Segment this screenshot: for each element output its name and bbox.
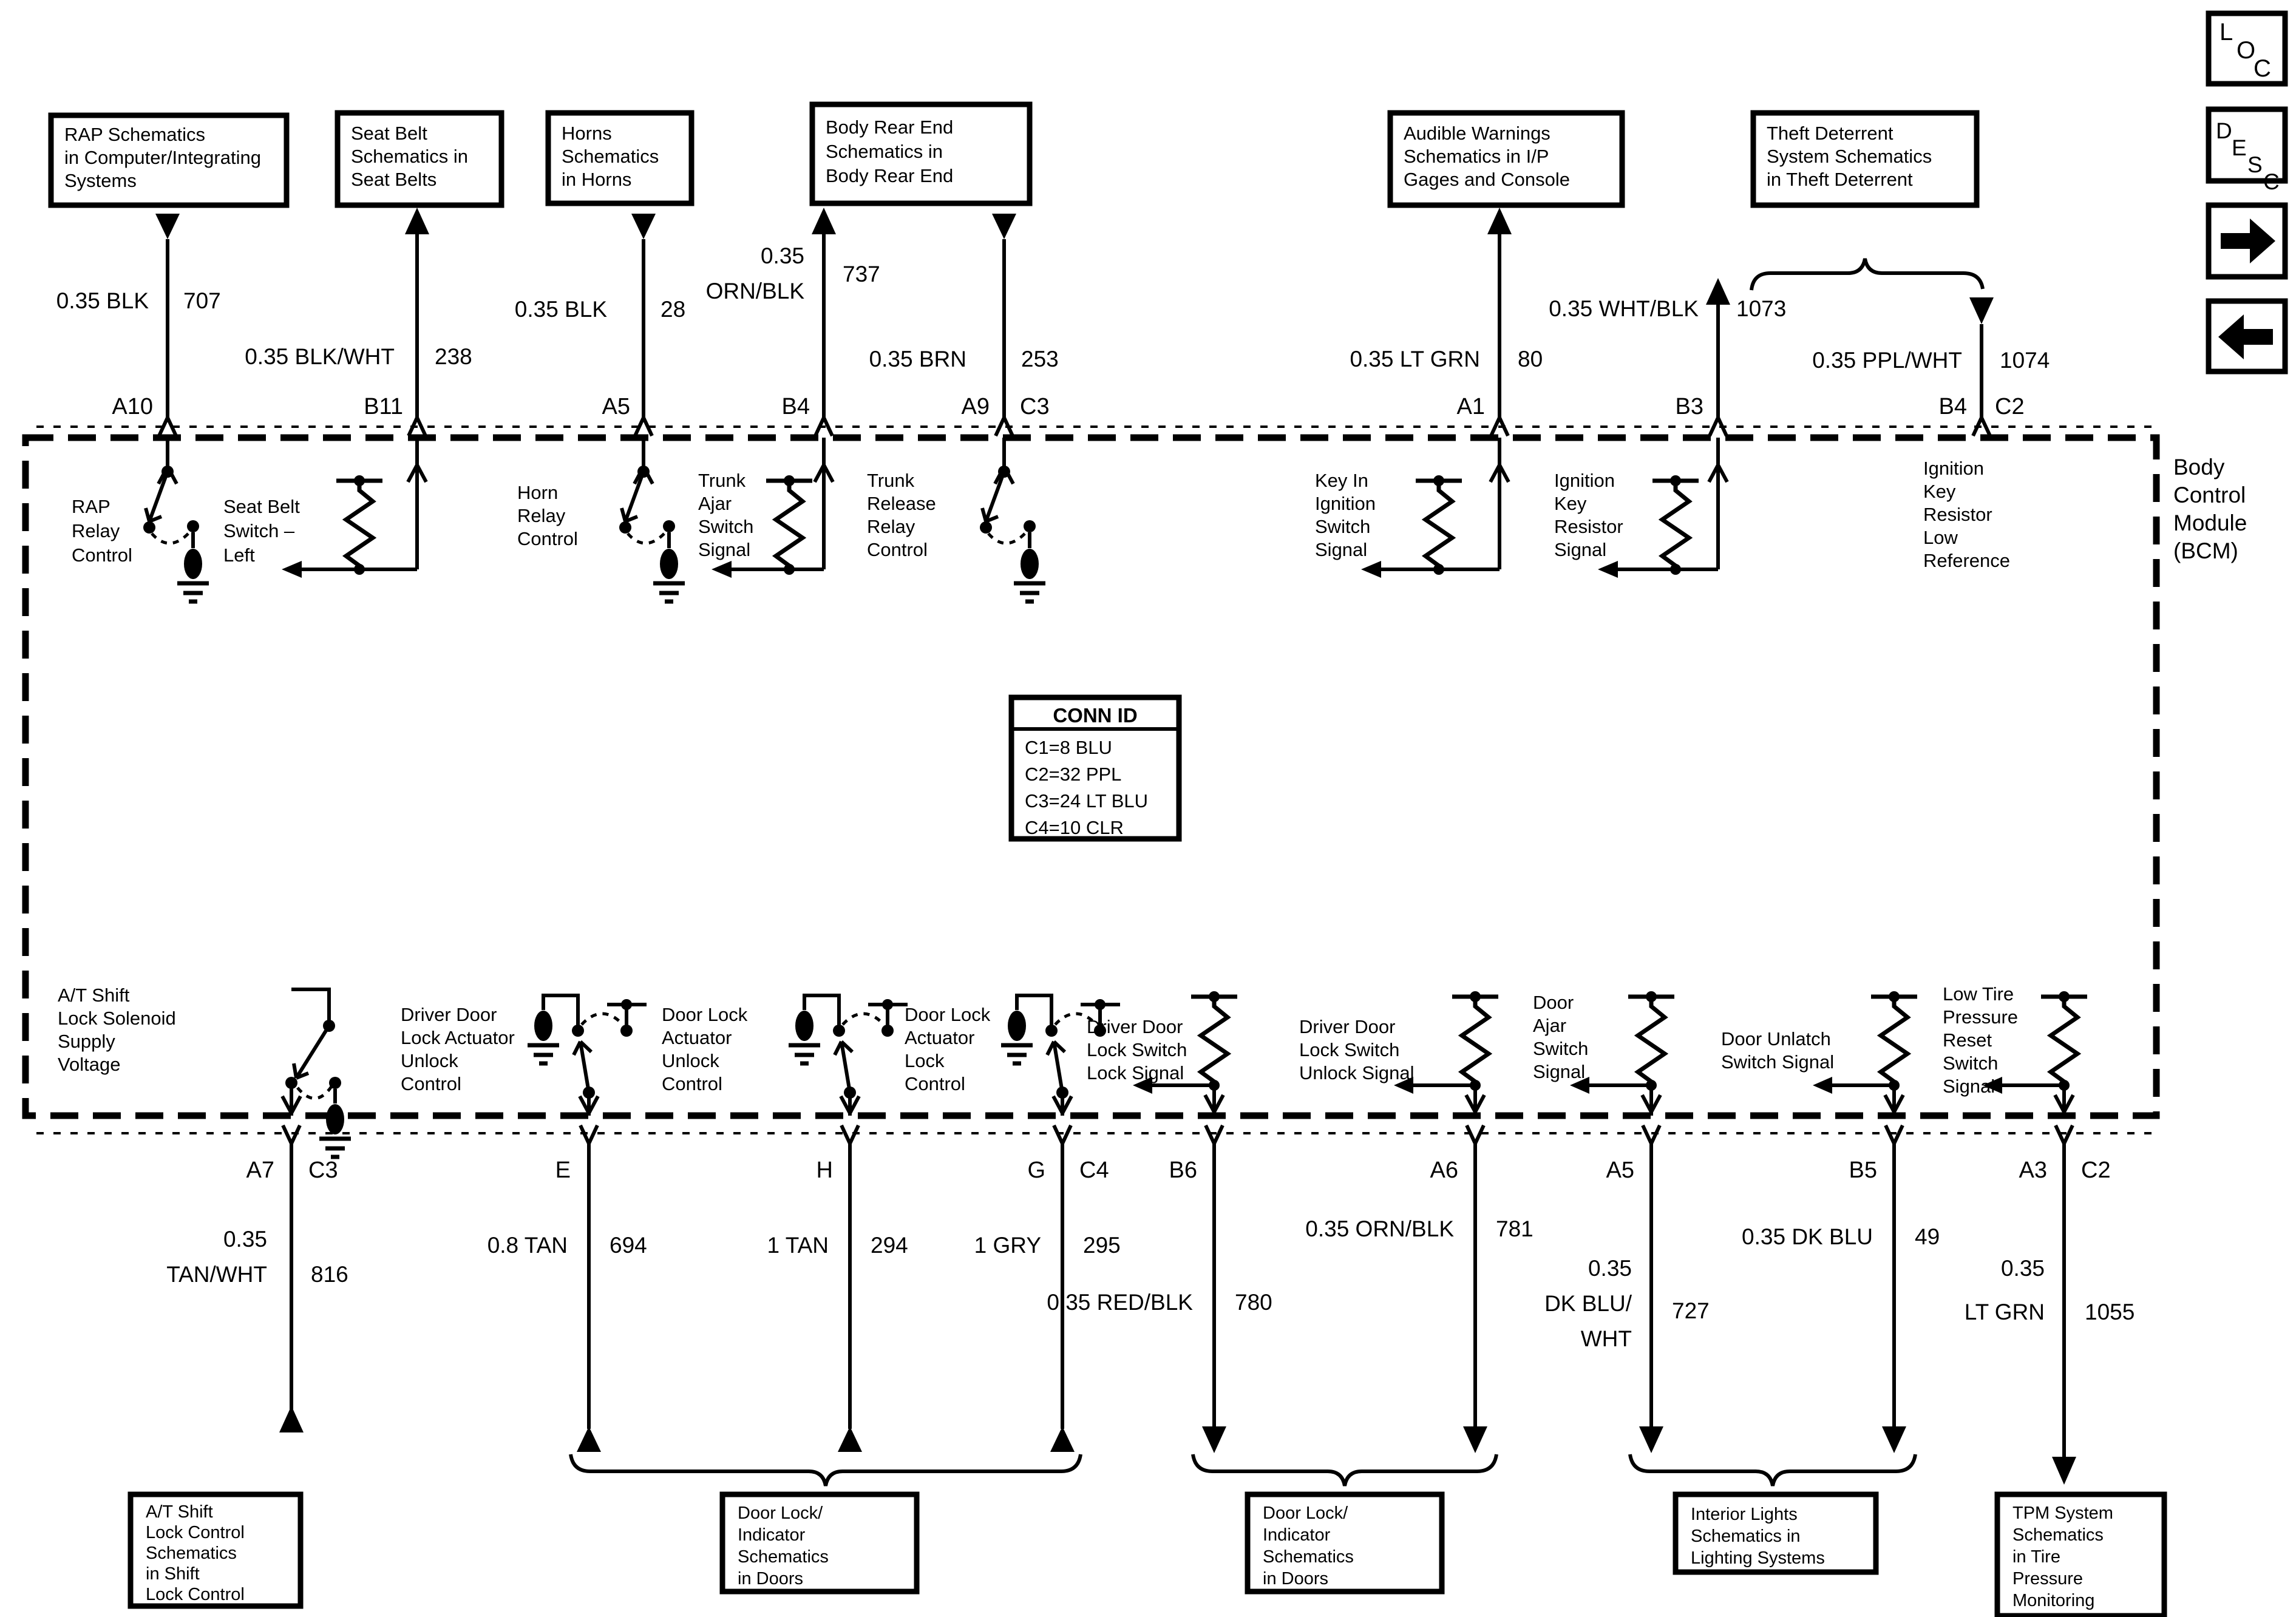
conn-id-entry: C1=8 BLU xyxy=(1025,737,1112,758)
wire-label-253 xyxy=(869,347,1059,419)
circuit-number: 727 xyxy=(1672,1298,1710,1323)
function-line: Lock Signal xyxy=(1087,1062,1184,1083)
wire-label-1073 xyxy=(1549,296,1786,419)
function-line: Lock Switch xyxy=(1299,1039,1400,1060)
desc-letter: S xyxy=(2247,152,2263,177)
box-label-line: RAP Schematics xyxy=(64,124,206,145)
circuit-number: 780 xyxy=(1235,1290,1272,1315)
function-line: Switch xyxy=(1533,1038,1589,1059)
function-line: Unlock xyxy=(401,1050,458,1071)
circuit-number: 1073 xyxy=(1736,296,1787,321)
pin-label: B4 xyxy=(781,394,810,419)
conn-id-table xyxy=(1011,697,1179,839)
function-line: Key In xyxy=(1315,470,1368,491)
wire-label-294 xyxy=(767,1158,908,1258)
pin-label: E xyxy=(555,1158,571,1183)
wire-label-694 xyxy=(487,1158,647,1258)
function-line: Switch – xyxy=(223,520,295,541)
box-label-line: Indicator xyxy=(1263,1525,1331,1545)
box-label-line: Body Rear End xyxy=(826,165,954,186)
loc-letter: O xyxy=(2237,37,2256,64)
gauge-label: 0.35 xyxy=(2000,1256,2045,1281)
wire-label-1074 xyxy=(1812,348,2050,419)
circuit-number: 295 xyxy=(1083,1233,1121,1258)
box-label-line: Schematics xyxy=(2012,1525,2104,1545)
gauge-label: 0.35 LT GRN xyxy=(1350,347,1480,371)
bcm-name-line: (BCM) xyxy=(2173,538,2238,563)
bcm-name-label xyxy=(2173,455,2247,563)
box-label-line: Schematics in xyxy=(351,146,468,167)
box-label-line: in Theft Deterrent xyxy=(1767,169,1913,190)
function-line: Door Lock xyxy=(905,1004,991,1025)
door-lock-brace-2 xyxy=(1193,1454,1496,1486)
wire-a1 xyxy=(1487,208,1512,436)
box-label-line: Gages and Console xyxy=(1404,169,1571,190)
function-line: Resistor xyxy=(1554,516,1623,537)
box-label-line: TPM System xyxy=(2012,1503,2113,1523)
function-line: Signal xyxy=(1315,539,1368,560)
function-line: Switch xyxy=(1943,1053,1999,1074)
key-in-ignition-resistor-icon xyxy=(1361,438,1509,578)
function-line: Low xyxy=(1923,527,1958,548)
reference-box-theft-deterrent xyxy=(1753,113,1977,205)
wire-a10 xyxy=(155,214,180,436)
function-line: Door xyxy=(1533,992,1574,1013)
box-label-line: in Shift xyxy=(146,1564,200,1584)
function-label-door-lock-unlock-act xyxy=(662,1004,748,1094)
bcm-name-line: Body xyxy=(2173,455,2225,480)
function-line: Door Unlatch xyxy=(1721,1028,1831,1049)
reference-box-door-lock-1 xyxy=(722,1494,917,1592)
pin-label: B4 xyxy=(1938,394,1967,419)
pin-label: B5 xyxy=(1849,1158,1877,1183)
reference-box-horns xyxy=(548,113,691,203)
conn-id-entry: C3=24 LT BLU xyxy=(1025,790,1149,812)
pin-label: A6 xyxy=(1430,1158,1458,1183)
circuit-number: 707 xyxy=(183,288,221,313)
wire-label-80 xyxy=(1350,347,1543,419)
function-line: Relay xyxy=(72,520,120,541)
circuit-number: 238 xyxy=(435,344,472,369)
function-line: Control xyxy=(401,1073,461,1094)
box-label-line: Theft Deterrent xyxy=(1767,123,1894,144)
theft-deterrent-brace xyxy=(1751,259,1983,290)
function-line: Ignition xyxy=(1554,470,1615,491)
circuit-number: 294 xyxy=(871,1233,908,1258)
pin-label: C4 xyxy=(1079,1158,1109,1183)
box-label-line: Interior Lights xyxy=(1691,1505,1798,1524)
function-label-trunk-release xyxy=(867,470,936,560)
gauge-label: 0.35 WHT/BLK xyxy=(1549,296,1699,321)
box-label-line: in Horns xyxy=(562,169,632,190)
wire-a3-c2 xyxy=(2052,1125,2076,1485)
box-label-line: Schematics in xyxy=(1691,1527,1801,1546)
function-line: Door Lock xyxy=(662,1004,748,1025)
function-line: Resistor xyxy=(1923,504,1992,525)
reference-box-door-lock-2 xyxy=(1248,1494,1442,1592)
wire-b3 xyxy=(1706,278,1730,436)
reference-box-at-shift-lock xyxy=(131,1494,301,1606)
wire-h xyxy=(838,1125,862,1452)
function-line: Supply xyxy=(58,1031,115,1052)
function-label-driver-unlock-signal xyxy=(1299,1016,1415,1083)
box-label-line: in Doors xyxy=(1263,1569,1328,1588)
wire-g-c4 xyxy=(1050,1125,1075,1452)
reference-box-body-rear-end xyxy=(812,104,1030,203)
box-label-line: Body Rear End xyxy=(826,117,954,138)
wire-label-816 xyxy=(166,1158,348,1287)
function-line: Actuator xyxy=(905,1027,975,1048)
function-label-driver-lock-signal xyxy=(1087,1016,1187,1083)
pin-label: C2 xyxy=(1995,394,2025,419)
function-label-horn-relay xyxy=(517,482,578,549)
function-label-low-tire xyxy=(1943,983,2018,1097)
desc-letter: C xyxy=(2263,169,2280,194)
function-label-rap-relay xyxy=(72,496,132,566)
box-label-line: Indicator xyxy=(738,1525,806,1545)
gauge-label: TAN/WHT xyxy=(166,1262,267,1287)
circuit-number: 28 xyxy=(661,297,686,322)
gauge-label: 0.35 PPL/WHT xyxy=(1812,348,1962,373)
reference-box-interior-lights xyxy=(1676,1494,1876,1572)
function-line: Actuator xyxy=(662,1027,732,1048)
function-label-trunk-ajar xyxy=(698,470,753,560)
function-line: Lock Switch xyxy=(1087,1039,1187,1060)
wire-a7-c3 xyxy=(279,1125,304,1432)
reference-box-audible-warnings xyxy=(1390,113,1622,205)
function-line: Control xyxy=(867,539,928,560)
function-line: Ajar xyxy=(698,493,732,514)
function-line: Key xyxy=(1554,493,1587,514)
circuit-number: 694 xyxy=(610,1233,647,1258)
function-label-door-lock-lock-act xyxy=(905,1004,991,1094)
function-line: Signal xyxy=(1554,539,1607,560)
function-line: Switch xyxy=(698,516,754,537)
reference-box-seat-belt xyxy=(338,113,501,205)
function-line: Reset xyxy=(1943,1029,1992,1051)
pin-label: A9 xyxy=(961,394,990,419)
conn-id-entry: C2=32 PPL xyxy=(1025,764,1122,785)
wire-b4-c2 xyxy=(1969,297,1994,436)
wire-label-28 xyxy=(515,297,685,419)
box-label-line: Audible Warnings xyxy=(1404,123,1550,144)
interior-lights-brace xyxy=(1630,1454,1915,1486)
box-label-line: Schematics xyxy=(562,146,659,167)
gauge-label: 1 TAN xyxy=(767,1233,829,1258)
circuit-number: 80 xyxy=(1518,347,1543,371)
box-label-line: Lighting Systems xyxy=(1691,1548,1825,1568)
function-line: Trunk xyxy=(698,470,746,491)
function-line: Reference xyxy=(1923,550,2011,571)
function-line: Ignition xyxy=(1315,493,1376,514)
function-line: Switch xyxy=(1315,516,1371,537)
pin-label: C3 xyxy=(308,1158,338,1183)
wire-a6 xyxy=(1463,1125,1487,1453)
function-line: Driver Door xyxy=(401,1004,497,1025)
function-line: Trunk xyxy=(867,470,915,491)
bcm-name-line: Module xyxy=(2173,510,2247,535)
function-label-ignition-key-low-ref xyxy=(1923,458,2010,571)
function-line: Lock xyxy=(905,1050,945,1071)
function-line: A/T Shift xyxy=(58,985,130,1006)
gauge-label: 0.35 ORN/BLK xyxy=(1305,1216,1454,1241)
nav-back-button[interactable] xyxy=(2209,301,2285,371)
circuit-number: 737 xyxy=(843,262,880,286)
function-line: Unlock Signal xyxy=(1299,1062,1415,1083)
conn-id-title: CONN ID xyxy=(1053,704,1138,727)
gauge-label: 1 GRY xyxy=(974,1233,1041,1258)
box-label-line: Lock Control xyxy=(146,1523,245,1542)
bcm-name-line: Control xyxy=(2173,483,2246,507)
circuit-number: 253 xyxy=(1021,347,1059,371)
pin-label: A10 xyxy=(112,394,153,419)
box-label-line: Horns xyxy=(562,123,612,144)
wire-a9-c3 xyxy=(992,214,1016,436)
wire-label-737 xyxy=(706,243,880,419)
door-lock-unlock-actuator-icon xyxy=(789,995,908,1116)
driver-door-unlock-actuator-icon xyxy=(528,995,647,1116)
function-line: Relay xyxy=(867,516,915,537)
reference-box-rap xyxy=(51,115,287,205)
loc-letter: L xyxy=(2220,19,2233,46)
box-label-line: Door Lock/ xyxy=(1263,1503,1348,1523)
box-label-line: in Doors xyxy=(738,1569,803,1588)
right-arrow-icon xyxy=(2221,219,2275,263)
nav-loc-button[interactable] xyxy=(2209,13,2285,84)
function-line: Ajar xyxy=(1533,1015,1567,1036)
wire-b4-trunk-ajar xyxy=(812,208,836,436)
pin-label: B11 xyxy=(364,394,403,419)
box-label-line: Lock Control xyxy=(146,1585,245,1604)
pin-label: B6 xyxy=(1169,1158,1197,1183)
function-line: Release xyxy=(867,493,936,514)
box-label-line: System Schematics xyxy=(1767,146,1932,167)
wire-label-295 xyxy=(974,1158,1121,1258)
function-label-door-ajar xyxy=(1533,992,1588,1082)
gauge-label: 0.35 BLK xyxy=(514,297,607,322)
circuit-number: 1055 xyxy=(2085,1300,2135,1324)
pin-label: A3 xyxy=(2019,1158,2047,1183)
function-line: Control xyxy=(517,528,578,549)
box-label-line: Schematics xyxy=(146,1544,237,1563)
nav-next-button[interactable] xyxy=(2209,205,2285,277)
box-label-line: in Computer/Integrating xyxy=(64,147,261,168)
wire-label-727 xyxy=(1544,1158,1710,1351)
gauge-label: WHT xyxy=(1580,1326,1632,1351)
function-label-seat-belt xyxy=(223,496,300,566)
box-label-line: Monitoring xyxy=(2012,1591,2095,1610)
wire-label-1055 xyxy=(1965,1158,2135,1324)
box-label-line: Door Lock/ xyxy=(738,1503,823,1523)
function-line: Driver Door xyxy=(1299,1016,1396,1037)
seat-belt-resistor-icon xyxy=(282,438,426,578)
gauge-label: 0.35 xyxy=(760,243,804,268)
function-line: Low Tire xyxy=(1943,983,2014,1005)
wire-label-781 xyxy=(1305,1158,1533,1241)
wire-label-707 xyxy=(56,288,221,419)
circuit-number: 1074 xyxy=(2000,348,2050,373)
reference-box-tpm xyxy=(1997,1494,2164,1616)
at-shift-lock-switch-icon xyxy=(282,989,351,1157)
gauge-label: 0.35 DK BLU xyxy=(1742,1224,1873,1249)
pin-label: C3 xyxy=(1020,394,1050,419)
circuit-number: 781 xyxy=(1496,1216,1533,1241)
function-line: Left xyxy=(223,544,255,566)
wire-b6 xyxy=(1202,1125,1226,1453)
function-line: Seat Belt xyxy=(223,496,300,517)
wire-label-238 xyxy=(245,344,472,419)
function-line: Relay xyxy=(517,505,566,526)
function-line: Horn xyxy=(517,482,559,503)
pin-label: A5 xyxy=(602,394,630,419)
function-line: Lock Actuator xyxy=(401,1027,515,1048)
pin-label: A1 xyxy=(1456,394,1485,419)
circuit-number: 49 xyxy=(1915,1224,1940,1249)
function-line: Unlock xyxy=(662,1050,719,1071)
driver-door-unlock-switch-resistor-icon xyxy=(1394,991,1498,1116)
function-line: Pressure xyxy=(1943,1006,2019,1028)
function-line: Key xyxy=(1923,481,1956,502)
desc-letter: E xyxy=(2232,135,2247,160)
function-label-at-shift xyxy=(58,985,176,1075)
gauge-label: 0.35 BLK xyxy=(56,288,149,313)
pin-label: A5 xyxy=(1606,1158,1634,1183)
pin-label: C2 xyxy=(2081,1158,2111,1183)
box-label-line: Schematics xyxy=(738,1547,829,1567)
wire-a5-horn xyxy=(631,214,656,436)
gauge-label: 0.35 BLK/WHT xyxy=(245,344,395,369)
function-line: Signal xyxy=(1533,1061,1586,1082)
gauge-label: LT GRN xyxy=(1964,1300,2045,1324)
horn-relay-switch-icon xyxy=(619,438,685,602)
function-label-ignition-key-resistor xyxy=(1554,470,1623,560)
function-line: Signal xyxy=(698,539,751,560)
function-line: Control xyxy=(72,544,132,566)
wire-e xyxy=(577,1125,601,1452)
function-label-key-in-ignition xyxy=(1315,470,1376,560)
desc-letter: D xyxy=(2216,118,2232,143)
function-line: RAP xyxy=(72,496,110,517)
gauge-label: 0.35 BRN xyxy=(869,347,966,371)
function-line: Lock Solenoid xyxy=(58,1008,176,1029)
gauge-label: 0.35 RED/BLK xyxy=(1047,1290,1193,1315)
trunk-release-relay-switch-icon xyxy=(980,438,1045,602)
function-line: Control xyxy=(905,1073,965,1094)
box-label-line: in Tire xyxy=(2012,1547,2060,1567)
gauge-label: ORN/BLK xyxy=(705,279,804,303)
pin-label: B3 xyxy=(1675,394,1703,419)
function-label-driver-door-unlock-act xyxy=(401,1004,515,1094)
wire-b5 xyxy=(1882,1125,1906,1453)
nav-desc-button[interactable] xyxy=(2209,109,2285,194)
circuit-number: 816 xyxy=(311,1262,348,1287)
box-label-line: Pressure xyxy=(2012,1569,2084,1588)
conn-id-entry: C4=10 CLR xyxy=(1025,817,1124,838)
wire-a5-door-ajar xyxy=(1639,1125,1663,1453)
gauge-label: DK BLU/ xyxy=(1544,1291,1632,1316)
box-label-line: A/T Shift xyxy=(146,1502,213,1522)
ignition-key-resistor-icon xyxy=(1598,438,1727,578)
wire-label-49 xyxy=(1742,1158,1940,1249)
pin-label: A7 xyxy=(246,1158,274,1183)
box-label-line: Schematics in I/P xyxy=(1404,146,1549,167)
gauge-label: 0.8 TAN xyxy=(487,1233,568,1258)
wire-b11 xyxy=(405,208,429,436)
gauge-label: 0.35 xyxy=(223,1227,267,1252)
box-label-line: Seat Belt xyxy=(351,123,427,144)
function-line: Voltage xyxy=(58,1054,121,1075)
left-arrow-icon xyxy=(2218,314,2273,359)
door-lock-brace-1 xyxy=(571,1454,1081,1486)
gauge-label: 0.35 xyxy=(1588,1256,1632,1281)
rap-relay-switch-icon xyxy=(143,438,209,602)
function-line: Signal xyxy=(1943,1076,1995,1097)
function-line: Ignition xyxy=(1923,458,1984,479)
function-line: Driver Door xyxy=(1087,1016,1183,1037)
function-line: Switch Signal xyxy=(1721,1051,1835,1073)
box-label-line: Schematics xyxy=(1263,1547,1354,1567)
pin-label: H xyxy=(816,1158,833,1183)
function-line: Control xyxy=(662,1073,722,1094)
box-label-line: Schematics in xyxy=(826,141,943,162)
box-label-line: Seat Belts xyxy=(351,169,437,190)
pin-label: G xyxy=(1027,1158,1045,1183)
box-label-line: Systems xyxy=(64,170,137,191)
function-label-door-unlatch xyxy=(1721,1028,1834,1073)
loc-letter: C xyxy=(2254,55,2271,82)
